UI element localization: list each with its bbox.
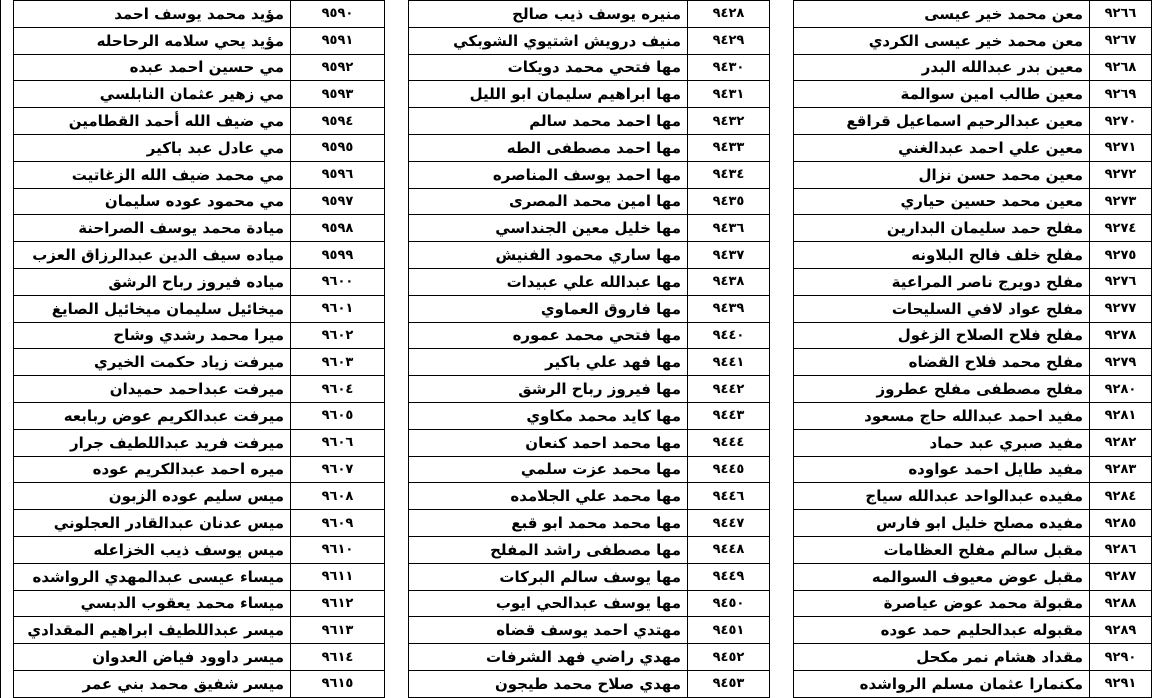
person-name: مفيد طايل احمد عواوده bbox=[794, 456, 1090, 483]
row-number: ٩٦٠٩ bbox=[291, 510, 385, 537]
table-row bbox=[14, 215, 385, 242]
table-row bbox=[14, 268, 385, 295]
person-name: ميرفت زياد حكمت الخيري bbox=[14, 349, 291, 376]
table-row bbox=[14, 510, 385, 537]
row-number: ٩٢٨٣ bbox=[1090, 456, 1152, 483]
person-name: معين بدر عبدالله البدر bbox=[794, 54, 1090, 81]
table-row bbox=[14, 456, 385, 483]
row-number: ٩٦٠٢ bbox=[291, 322, 385, 349]
person-name: مقداد هشام نمر مكحل bbox=[794, 644, 1090, 671]
row-number: ٩٤٤٢ bbox=[688, 376, 770, 403]
table-row bbox=[409, 322, 770, 349]
row-number: ٩٤٥١ bbox=[688, 617, 770, 644]
table-row bbox=[14, 27, 385, 54]
row-number: ٩٢٨٤ bbox=[1090, 483, 1152, 510]
row-number: ٩٤٥٣ bbox=[688, 670, 770, 697]
table-row bbox=[794, 54, 1152, 81]
person-name: مها محمد محمد ابو قبع bbox=[409, 510, 688, 537]
row-number: ٩٤٤٩ bbox=[688, 563, 770, 590]
person-name: ميادة محمد يوسف الصراحنة bbox=[14, 215, 291, 242]
table-row bbox=[14, 295, 385, 322]
row-number: ٩٥٩٦ bbox=[291, 161, 385, 188]
person-name: مي عادل عبد باكير bbox=[14, 134, 291, 161]
table-row bbox=[794, 1, 1152, 28]
table-row bbox=[14, 1, 385, 28]
table-row bbox=[409, 27, 770, 54]
person-name: ميسر شفيق محمد بني عمر bbox=[14, 670, 291, 697]
table-row bbox=[409, 242, 770, 269]
table-row bbox=[794, 295, 1152, 322]
row-number: ٩٦٠٣ bbox=[291, 349, 385, 376]
row-number: ٩٤٣٧ bbox=[688, 242, 770, 269]
row-number: ٩٤٤٣ bbox=[688, 402, 770, 429]
row-number: ٩٦١٤ bbox=[291, 644, 385, 671]
row-number: ٩٢٧٦ bbox=[1090, 268, 1152, 295]
table-row bbox=[409, 161, 770, 188]
person-name: ميساء عيسى عبدالمهدي الرواشده bbox=[14, 563, 291, 590]
table-row bbox=[14, 242, 385, 269]
table-row bbox=[409, 215, 770, 242]
table-row bbox=[409, 188, 770, 215]
row-number: ٩٢٨١ bbox=[1090, 402, 1152, 429]
person-name: مها محمد احمد كنعان bbox=[409, 429, 688, 456]
row-number: ٩٤٣١ bbox=[688, 81, 770, 108]
person-name: مي زهير عثمان النابلسي bbox=[14, 81, 291, 108]
table-row bbox=[14, 161, 385, 188]
person-name: معين عبدالرحيم اسماعيل قراقع bbox=[794, 108, 1090, 135]
row-number: ٩٦٠٥ bbox=[291, 402, 385, 429]
person-name: مفلح فلاح الصلاح الزغول bbox=[794, 322, 1090, 349]
person-name: مكنمارا عثمان مسلم الرواشده bbox=[794, 670, 1090, 697]
table-row bbox=[14, 108, 385, 135]
person-name: ميخائيل سليمان ميخائيل الصايغ bbox=[14, 295, 291, 322]
table-row bbox=[409, 483, 770, 510]
table-row bbox=[409, 563, 770, 590]
table-row bbox=[14, 644, 385, 671]
person-name: مفيده عبدالواحد عبدالله سياج bbox=[794, 483, 1090, 510]
page-edge-line bbox=[0, 0, 1, 698]
table-row bbox=[409, 510, 770, 537]
row-number: ٩٢٧٢ bbox=[1090, 161, 1152, 188]
person-name: مها ابراهيم سليمان ابو الليل bbox=[409, 81, 688, 108]
person-name: معين محمد حسن نزال bbox=[794, 161, 1090, 188]
row-number: ٩٦٠١ bbox=[291, 295, 385, 322]
table-row bbox=[14, 483, 385, 510]
row-number: ٩٤٤٤ bbox=[688, 429, 770, 456]
person-name: مي محمد ضيف الله الزغاتيت bbox=[14, 161, 291, 188]
table-row bbox=[14, 134, 385, 161]
person-name: مقبوله عبدالحليم حمد عوده bbox=[794, 617, 1090, 644]
person-name: ميس سليم عوده الزبون bbox=[14, 483, 291, 510]
row-number: ٩٢٧٤ bbox=[1090, 215, 1152, 242]
table-row bbox=[14, 349, 385, 376]
table-row bbox=[794, 349, 1152, 376]
person-name: مهتدي احمد يوسف قضاه bbox=[409, 617, 688, 644]
table-row bbox=[14, 188, 385, 215]
row-number: ٩٢٨٨ bbox=[1090, 590, 1152, 617]
row-number: ٩٥٩٤ bbox=[291, 108, 385, 135]
person-name: مها امين محمد المصرى bbox=[409, 188, 688, 215]
table-row bbox=[794, 188, 1152, 215]
row-number: ٩٤٣٨ bbox=[688, 268, 770, 295]
table-row bbox=[409, 429, 770, 456]
person-name: مها احمد محمد سالم bbox=[409, 108, 688, 135]
table-row bbox=[794, 108, 1152, 135]
table-row bbox=[794, 242, 1152, 269]
table-row bbox=[409, 295, 770, 322]
row-number: ٩٤٤٧ bbox=[688, 510, 770, 537]
list-column-3 bbox=[14, 0, 385, 698]
row-number: ٩٦٠٦ bbox=[291, 429, 385, 456]
row-number: ٩٥٩٥ bbox=[291, 134, 385, 161]
table-row bbox=[409, 590, 770, 617]
table-row bbox=[794, 81, 1152, 108]
person-name: مها يوسف سالم البركات bbox=[409, 563, 688, 590]
row-number: ٩٤٣٢ bbox=[688, 108, 770, 135]
person-name: مياده سيف الدين عبدالرزاق العزب bbox=[14, 242, 291, 269]
row-number: ٩٦٠٤ bbox=[291, 376, 385, 403]
row-number: ٩٢٦٨ bbox=[1090, 54, 1152, 81]
person-name: مؤيد يحي سلامه الرحاحله bbox=[14, 27, 291, 54]
row-number: ٩٦٠٨ bbox=[291, 483, 385, 510]
person-name: معين علي احمد عبدالغني bbox=[794, 134, 1090, 161]
row-number: ٩٥٩٣ bbox=[291, 81, 385, 108]
person-name: مقبل عوض معيوف السوالمه bbox=[794, 563, 1090, 590]
person-name: مها خليل معين الجنداسي bbox=[409, 215, 688, 242]
person-name: ميرفت فريد عبداللطيف جرار bbox=[14, 429, 291, 456]
list-table-2 bbox=[408, 0, 770, 698]
person-name: مفلح محمد فلاح القضاه bbox=[794, 349, 1090, 376]
person-name: مفلح مصطفى مفلح عطروز bbox=[794, 376, 1090, 403]
person-name: مها مصطفى راشد المفلح bbox=[409, 536, 688, 563]
row-number: ٩٢٧٥ bbox=[1090, 242, 1152, 269]
row-number: ٩٢٧١ bbox=[1090, 134, 1152, 161]
person-name: مها عبدالله علي عبيدات bbox=[409, 268, 688, 295]
row-number: ٩٢٨٩ bbox=[1090, 617, 1152, 644]
person-name: معين محمد حسين حياري bbox=[794, 188, 1090, 215]
person-name: مهدي صلاح محمد طيجون bbox=[409, 670, 688, 697]
person-name: ميرفت عبدالكريم عوض ربابعه bbox=[14, 402, 291, 429]
row-number: ٩٤٣٥ bbox=[688, 188, 770, 215]
row-number: ٩٦١٥ bbox=[291, 670, 385, 697]
table-row bbox=[409, 644, 770, 671]
person-name: مهدي راضي فهد الشرفات bbox=[409, 644, 688, 671]
row-number: ٩٥٩١ bbox=[291, 27, 385, 54]
row-number: ٩٤٣٠ bbox=[688, 54, 770, 81]
person-name: مها احمد مصطفى الطه bbox=[409, 134, 688, 161]
table-row bbox=[794, 590, 1152, 617]
person-name: مها فتحي محمد عموره bbox=[409, 322, 688, 349]
table-row bbox=[14, 429, 385, 456]
list-column-1 bbox=[794, 0, 1152, 698]
table-row bbox=[409, 268, 770, 295]
row-number: ٩٤٤٥ bbox=[688, 456, 770, 483]
row-number: ٩٦٠٠ bbox=[291, 268, 385, 295]
row-number: ٩٤٣٦ bbox=[688, 215, 770, 242]
row-number: ٩٢٧٧ bbox=[1090, 295, 1152, 322]
row-number: ٩٤٤١ bbox=[688, 349, 770, 376]
row-number: ٩٥٩٨ bbox=[291, 215, 385, 242]
table-row bbox=[794, 402, 1152, 429]
table-row bbox=[409, 402, 770, 429]
person-name: مقبولة محمد عوض عياصرة bbox=[794, 590, 1090, 617]
person-name: ميس عدنان عبدالقادر العجلوني bbox=[14, 510, 291, 537]
row-number: ٩٢٨٢ bbox=[1090, 429, 1152, 456]
row-number: ٩٦١٠ bbox=[291, 536, 385, 563]
person-name: ميره احمد عبدالكريم عوده bbox=[14, 456, 291, 483]
person-name: مها محمد علي الجلامده bbox=[409, 483, 688, 510]
person-name: مها كايد محمد مكاوي bbox=[409, 402, 688, 429]
row-number: ٩٤٤٨ bbox=[688, 536, 770, 563]
person-name: مقبل سالم مفلح العظامات bbox=[794, 536, 1090, 563]
table-row bbox=[409, 54, 770, 81]
table-row bbox=[14, 402, 385, 429]
person-name: مفيد احمد عبدالله حاج مسعود bbox=[794, 402, 1090, 429]
person-name: معن محمد خير عيسى الكردي bbox=[794, 27, 1090, 54]
person-name: مياده فيروز رباح الرشق bbox=[14, 268, 291, 295]
person-name: مي ضيف الله أحمد القطامين bbox=[14, 108, 291, 135]
row-number: ٩٢٩١ bbox=[1090, 670, 1152, 697]
row-number: ٩٢٩٠ bbox=[1090, 644, 1152, 671]
table-row bbox=[794, 670, 1152, 697]
person-name: مي حسين احمد عبده bbox=[14, 54, 291, 81]
table-row bbox=[409, 376, 770, 403]
row-number: ٩٢٧٨ bbox=[1090, 322, 1152, 349]
table-row bbox=[409, 536, 770, 563]
table-row bbox=[14, 617, 385, 644]
table-row bbox=[14, 376, 385, 403]
table-row bbox=[409, 108, 770, 135]
table-row bbox=[794, 322, 1152, 349]
person-name: منيف درويش اشتيوي الشوبكي bbox=[409, 27, 688, 54]
table-row bbox=[14, 81, 385, 108]
person-name: مفلح حمد سليمان البدارين bbox=[794, 215, 1090, 242]
person-name: مها محمد عزت سلمي bbox=[409, 456, 688, 483]
table-row bbox=[14, 563, 385, 590]
person-name: ميسر داوود فياض العدوان bbox=[14, 644, 291, 671]
list-table-3 bbox=[13, 0, 385, 698]
person-name: ميسر عبداللطيف ابراهيم المقدادي bbox=[14, 617, 291, 644]
row-number: ٩٢٦٩ bbox=[1090, 81, 1152, 108]
table-row bbox=[794, 563, 1152, 590]
table-row bbox=[794, 27, 1152, 54]
person-name: مها فهد علي باكير bbox=[409, 349, 688, 376]
table-row bbox=[409, 456, 770, 483]
row-number: ٩٢٨٥ bbox=[1090, 510, 1152, 537]
person-name: مفيد صبري عبد حماد bbox=[794, 429, 1090, 456]
table-row bbox=[794, 134, 1152, 161]
table-row bbox=[14, 590, 385, 617]
row-number: ٩٥٩٢ bbox=[291, 54, 385, 81]
row-number: ٩٢٨٦ bbox=[1090, 536, 1152, 563]
row-number: ٩٥٩٧ bbox=[291, 188, 385, 215]
row-number: ٩٥٩٠ bbox=[291, 1, 385, 28]
table-row bbox=[794, 510, 1152, 537]
table-row bbox=[794, 161, 1152, 188]
row-number: ٩٢٧٩ bbox=[1090, 349, 1152, 376]
row-number: ٩٤٥٢ bbox=[688, 644, 770, 671]
person-name: ميرفت عبداحمد حميدان bbox=[14, 376, 291, 403]
list-column-2 bbox=[409, 0, 770, 698]
list-table-1 bbox=[793, 0, 1152, 698]
table-row bbox=[14, 536, 385, 563]
person-name: مها يوسف عبدالحي ايوب bbox=[409, 590, 688, 617]
row-number: ٩٤٣٤ bbox=[688, 161, 770, 188]
row-number: ٩٦١٢ bbox=[291, 590, 385, 617]
row-number: ٩٤٣٣ bbox=[688, 134, 770, 161]
row-number: ٩٢٨٠ bbox=[1090, 376, 1152, 403]
person-name: مفلح خلف فالح البلاونه bbox=[794, 242, 1090, 269]
person-name: مؤيد محمد يوسف احمد bbox=[14, 1, 291, 28]
row-number: ٩٦٠٧ bbox=[291, 456, 385, 483]
person-name: مي محمود عوده سليمان bbox=[14, 188, 291, 215]
row-number: ٩٦١١ bbox=[291, 563, 385, 590]
row-number: ٩٤٤٦ bbox=[688, 483, 770, 510]
table-row bbox=[409, 670, 770, 697]
table-row bbox=[14, 670, 385, 697]
table-row bbox=[794, 429, 1152, 456]
row-number: ٩٢٨٧ bbox=[1090, 563, 1152, 590]
row-number: ٩٢٦٧ bbox=[1090, 27, 1152, 54]
row-number: ٩٤٣٩ bbox=[688, 295, 770, 322]
table-row bbox=[409, 81, 770, 108]
table-row bbox=[794, 215, 1152, 242]
person-name: مها ساري محمود الفنيش bbox=[409, 242, 688, 269]
table-row bbox=[794, 456, 1152, 483]
person-name: مفلح دويرج ناصر المراعية bbox=[794, 268, 1090, 295]
table-row bbox=[409, 1, 770, 28]
table-row bbox=[409, 617, 770, 644]
table-row bbox=[794, 268, 1152, 295]
row-number: ٩٤٢٨ bbox=[688, 1, 770, 28]
person-name: مها فتحي محمد دويكات bbox=[409, 54, 688, 81]
table-row bbox=[794, 644, 1152, 671]
person-name: ميس يوسف ذيب الخزاعله bbox=[14, 536, 291, 563]
table-row bbox=[794, 483, 1152, 510]
person-name: مها فاروق العماوي bbox=[409, 295, 688, 322]
table-row bbox=[794, 376, 1152, 403]
person-name: منيره يوسف ذيب صالح bbox=[409, 1, 688, 28]
person-name: ميرا محمد رشدي وشاح bbox=[14, 322, 291, 349]
person-name: مها احمد يوسف المناصره bbox=[409, 161, 688, 188]
table-row bbox=[794, 536, 1152, 563]
row-number: ٩٦١٣ bbox=[291, 617, 385, 644]
person-name: مفيده مصلح خليل ابو فارس bbox=[794, 510, 1090, 537]
row-number: ٩٤٢٩ bbox=[688, 27, 770, 54]
person-name: ميساء محمد يعقوب الدبسي bbox=[14, 590, 291, 617]
person-name: مها فيروز رباح الرشق bbox=[409, 376, 688, 403]
row-number: ٩٥٩٩ bbox=[291, 242, 385, 269]
table-row bbox=[409, 134, 770, 161]
person-name: معين طالب امين سوالمة bbox=[794, 81, 1090, 108]
table-row bbox=[14, 54, 385, 81]
row-number: ٩٤٥٠ bbox=[688, 590, 770, 617]
row-number: ٩٤٤٠ bbox=[688, 322, 770, 349]
table-row bbox=[409, 349, 770, 376]
row-number: ٩٢٧٣ bbox=[1090, 188, 1152, 215]
table-row bbox=[14, 322, 385, 349]
row-number: ٩٢٦٦ bbox=[1090, 1, 1152, 28]
table-row bbox=[794, 617, 1152, 644]
person-name: مفلح عواد لافي السليحات bbox=[794, 295, 1090, 322]
row-number: ٩٢٧٠ bbox=[1090, 108, 1152, 135]
person-name: معن محمد خير عيسى bbox=[794, 1, 1090, 28]
